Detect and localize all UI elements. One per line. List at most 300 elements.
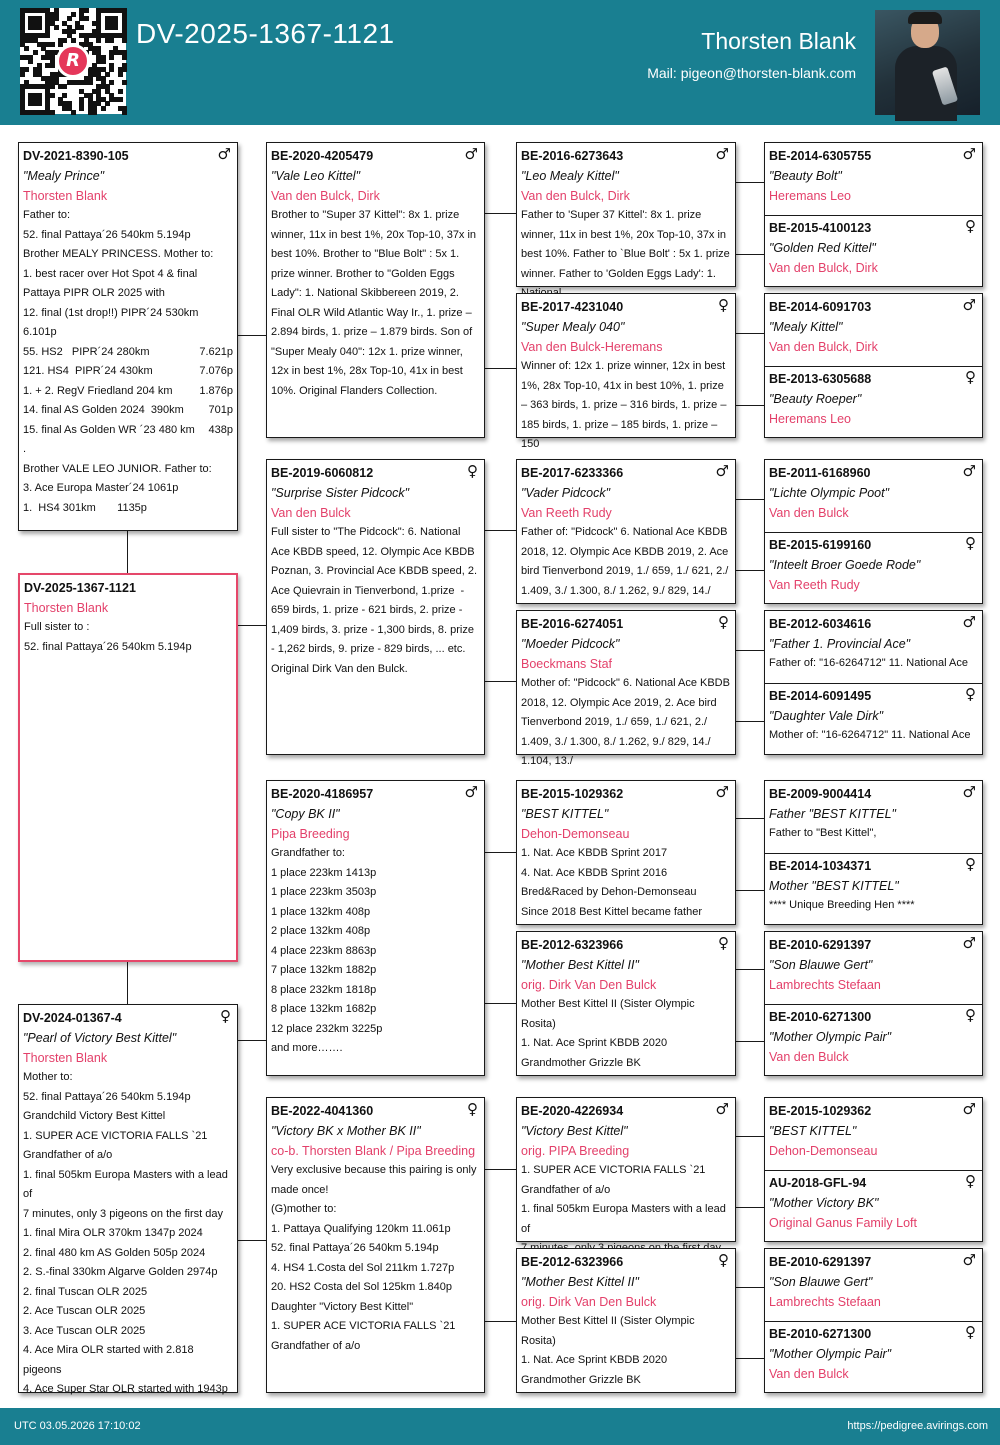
pigeon-card-ffm[interactable] — [516, 293, 736, 450]
result-birds: 701p — [208, 404, 233, 416]
female-icon: ♀ — [718, 1251, 729, 1269]
ring-number: BE-2020-4226934 — [521, 1104, 624, 1118]
male-icon: ♂ — [715, 1100, 729, 1118]
connector-line — [736, 969, 764, 970]
qr-module — [96, 93, 101, 98]
qr-module — [45, 80, 50, 85]
breeder-name: orig. Dirk Van Den Bulck — [521, 978, 657, 992]
qr-module — [50, 59, 55, 64]
ring-number: DV-2024-01367-4 — [23, 1011, 122, 1025]
ring-number: BE-2010-6271300 — [769, 1010, 872, 1024]
male-icon: ♂ — [962, 783, 976, 801]
pigeon-name: "Golden Red Kittel" — [769, 241, 876, 255]
pigeon-name: "Son Blauwe Gert" — [769, 1275, 873, 1289]
qr-module — [45, 93, 50, 98]
qr-module — [105, 8, 110, 13]
qr-module — [71, 38, 76, 43]
achievement-line: made once! — [271, 1183, 329, 1196]
achievement-line: Since 2018 Best Kittel became father — [521, 905, 702, 918]
female-icon: ♀ — [965, 1006, 976, 1024]
ring-number: BE-2012-6323966 — [521, 1255, 624, 1269]
qr-module — [101, 106, 106, 111]
male-icon: ♂ — [715, 145, 729, 163]
qr-module — [41, 46, 46, 51]
pigeon-name: "Surprise Sister Pidcock" — [271, 486, 410, 500]
breeder-name: Van den Bulck, Dirk — [521, 189, 630, 203]
description: Winner of: 12x 1. prize winner, 12x in best 1%, 28x Top-10, 41x in best 10%, 1. prize – 363 birds, 1. prize – 316 birds, 1. prize – 185 birds, 1. prize – 185 birds, 1. prize – 150 — [521, 360, 730, 450]
qr-module — [88, 67, 93, 72]
pigeon-name: "Mother Best Kittel II" — [521, 1275, 639, 1289]
ring-number: DV-2025-1367-1121 — [24, 581, 136, 595]
achievement-line: 1. final Mira OLR 370km 1347p 2024 — [23, 1227, 203, 1239]
achievement-line: . — [23, 443, 27, 455]
male-icon: ♂ — [962, 1100, 976, 1118]
pigeon-card-g5-4[interactable] — [765, 366, 982, 439]
qr-code[interactable] — [20, 8, 126, 114]
connector-line — [736, 1287, 764, 1288]
pigeon-card-fmf[interactable] — [516, 459, 736, 604]
breeder-name: Pipa Breeding — [271, 827, 350, 841]
pigeon-name: "Beauty Roeper" — [769, 392, 862, 406]
ring-number: BE-2020-4205479 — [271, 149, 374, 163]
qr-module — [118, 8, 123, 13]
pedigree-id: DV-2025-1367-1121 — [136, 18, 395, 49]
qr-module — [62, 21, 67, 26]
pigeon-card-mother[interactable] — [18, 1004, 238, 1393]
pigeon-card-g5-6[interactable] — [765, 532, 982, 605]
pigeon-name: "Super Mealy 040" — [521, 320, 625, 334]
qr-module — [62, 106, 67, 111]
pigeon-name: "Mother Victory BK" — [769, 1196, 879, 1210]
female-icon: ♀ — [965, 217, 976, 235]
ring-number: BE-2012-6323966 — [521, 938, 624, 952]
achievement-line: Pattaya PIPR OLR 2025 with — [23, 287, 165, 299]
ring-number: BE-2015-4100123 — [769, 221, 872, 235]
achievement-line: Grandfather of a/o — [271, 1339, 361, 1352]
pigeon-pair-card — [764, 1248, 983, 1393]
achievement-line: 1. best racer over Hot Spot 4 & final — [23, 267, 198, 280]
pigeon-name: "Lichte Olympic Poot" — [769, 486, 890, 500]
pigeon-name: "BEST KITTEL" — [769, 1124, 857, 1138]
breeder-name: Van den Bulck, Dirk — [769, 261, 878, 275]
ring-number: BE-2010-6291397 — [769, 938, 872, 952]
mail-link[interactable]: pigeon@thorsten-blank.com — [680, 65, 856, 81]
qr-module — [45, 50, 50, 55]
ring-number: BE-2010-6271300 — [769, 1327, 872, 1341]
achievement-line: 1. Nat. Ace Sprint KBDB 2020 — [521, 1037, 668, 1049]
qr-module — [122, 63, 127, 68]
connector-line — [736, 721, 764, 722]
pigeon-card-g5-14[interactable] — [765, 1170, 982, 1243]
qr-module — [33, 16, 38, 21]
qr-module — [28, 59, 33, 64]
pigeon-card-g5-10[interactable] — [765, 853, 982, 926]
ring-number: BE-2016-6273643 — [521, 149, 624, 163]
achievements — [23, 1068, 233, 1400]
achievement-line: Mother Best Kittel II (Sister Olympic Rosita) — [521, 998, 698, 1030]
result-row — [23, 362, 233, 382]
female-icon: ♀ — [965, 685, 976, 703]
achievement-line: 20. HS2 Costa del Sol 125km 1.840p — [271, 1281, 453, 1293]
connector-line — [485, 1169, 516, 1170]
description: Father to "Best Kittel", — [769, 827, 877, 839]
pigeon-name: "Beauty Bolt" — [769, 169, 842, 183]
pigeon-card-g5-12[interactable] — [765, 1004, 982, 1077]
qr-module — [79, 89, 84, 94]
connector-line — [736, 499, 764, 500]
achievement-line: 4. Ace Super Star OLR started with 1943p — [23, 1383, 228, 1395]
female-icon: ♀ — [965, 1172, 976, 1190]
ring-number: BE-2019-6060812 — [271, 466, 374, 480]
achievement-line: 4. Ace Mira OLR started with 2.818 pigeons — [23, 1344, 197, 1376]
ring-number: BE-2011-6168960 — [769, 466, 871, 480]
pigeon-card-g5-3[interactable] — [765, 294, 982, 366]
connector-line — [238, 335, 266, 336]
description: Mother of: "Pidcock" 6. National Ace KBDB 2018, 12. Olympic Ace 2019, 2. Ace bird Tienverbond 2019, 1./ 659, 1./ 621, 2./ 1.409, 3./ 1.300, 8./ 1.262, 9./ 829, 14./ 1.104, 13./ — [521, 677, 734, 767]
qr-module — [109, 67, 114, 72]
qr-module — [58, 84, 63, 89]
female-icon: ♀ — [965, 534, 976, 552]
achievement-line: and more……. — [271, 1042, 343, 1054]
achievement-line: 1. final 505km Europa Masters with a lead of — [521, 1203, 729, 1235]
footer-bar — [0, 1408, 1000, 1445]
breeder-name: Heremans Leo — [769, 412, 851, 426]
breeder-name: Van den Bulck — [769, 1367, 849, 1381]
qr-module — [118, 50, 123, 55]
achievement-line: 2 place 132km 408p — [271, 925, 371, 937]
pigeon-card-mfm[interactable] — [516, 931, 736, 1076]
breeder-name: Lambrechts Stefaan — [769, 978, 881, 992]
ring-number: BE-2013-6305688 — [769, 372, 872, 386]
female-icon: ♀ — [220, 1007, 231, 1025]
qr-module — [50, 72, 55, 77]
result-row — [23, 382, 233, 402]
achievement-line: 1. SUPER ACE VICTORIA FALLS `21 — [271, 1320, 456, 1332]
ring-number: BE-2015-6199160 — [769, 538, 872, 552]
ring-number: DV-2021-8390-105 — [23, 149, 129, 163]
male-icon: ♂ — [962, 613, 976, 631]
qr-module — [118, 67, 123, 72]
qr-module — [33, 84, 38, 89]
achievement-line: 2. final Tuscan OLR 2025 — [23, 1285, 148, 1298]
qr-module — [92, 106, 97, 111]
pigeon-name: "Mother Best Kittel II" — [521, 958, 639, 972]
connector-line — [238, 625, 266, 626]
pigeon-name: "Leo Mealy Kittel" — [521, 169, 619, 183]
achievement-line: 1 place 132km 408p — [271, 905, 371, 918]
qr-module — [24, 80, 29, 85]
achievement-line: 7 minutes, only 3 pigeons on the first day — [23, 1207, 223, 1220]
pigeon-card-g5-7[interactable] — [765, 611, 982, 683]
qr-module — [109, 80, 114, 85]
breeder-name: Van den Bulck — [271, 506, 351, 520]
qr-logo-icon: R — [56, 44, 90, 78]
qr-module — [71, 110, 76, 115]
site-link[interactable]: https://pedigree.avirings.com — [847, 1420, 988, 1432]
ring-number: BE-2014-6091495 — [769, 689, 872, 703]
achievement-line: 1 place 223km 1413p — [271, 866, 377, 879]
pigeon-name: "Mealy Kittel" — [769, 320, 843, 334]
connector-line — [485, 530, 516, 531]
male-icon: ♂ — [962, 1251, 976, 1269]
connector-line — [485, 681, 516, 682]
qr-module — [92, 21, 97, 26]
pigeon-card-mmm[interactable] — [516, 1248, 736, 1393]
pigeon-name: "Vale Leo Kittel" — [271, 169, 361, 183]
pigeon-name: "Pearl of Victory Best Kittel" — [23, 1031, 177, 1045]
qr-module — [105, 16, 110, 21]
achievement-line: (G)mother to: — [271, 1203, 337, 1215]
achievement-line: 8 place 132km 1682p — [271, 1003, 377, 1015]
description: Mother of: "16-6264712" 11. National Ace — [769, 729, 971, 741]
description: Full sister to "The Pidcock": 6. National Ace KBDB speed, 12. Olympic Ace KBDB Poznan, 3. Provincial Ace KBDB speed, 2. Ace Quievrain in Tienverbond, 1.prize - 659 birds, 1. prize - 621 birds, 2. prize - 1,409 birds, 3. prize - 1,300 birds, 8. prize - 1,262 birds, 9. prize - 829 birds, ... etc. Original Dirk Van den Bulck. — [271, 526, 480, 675]
connector-line — [736, 1358, 764, 1359]
female-icon: ♀ — [467, 462, 478, 480]
female-icon: ♀ — [718, 296, 729, 314]
connector-line — [736, 890, 764, 891]
qr-module — [20, 21, 25, 26]
achievement-line: 52. final Pattaya´26 540km 5.194p — [23, 228, 191, 241]
pigeon-card-fmm[interactable] — [516, 610, 736, 767]
pigeon-card-subject[interactable] — [18, 573, 238, 962]
pigeon-name: "Vader Pidcock" — [521, 486, 611, 500]
achievement-line: 3. Ace Europa Master´24 1061p — [23, 482, 179, 494]
male-icon: ♂ — [962, 462, 976, 480]
connector-line — [736, 182, 764, 183]
achievement-line: Grandchild Victory Best Kittel — [23, 1110, 166, 1122]
pigeon-card-ff[interactable] — [266, 142, 485, 438]
pigeon-card-g5-13[interactable] — [765, 1098, 982, 1170]
qr-module — [33, 21, 38, 26]
qr-module — [33, 50, 38, 55]
pigeon-card-g5-8[interactable] — [765, 683, 982, 756]
connector-line — [736, 1136, 764, 1137]
qr-module — [20, 8, 25, 13]
achievement-line: 8 place 232km 1818p — [271, 983, 377, 996]
achievement-line: Grandmother Grizzle BK — [521, 1373, 641, 1386]
owner-mail — [647, 65, 856, 81]
ring-number: BE-2012-6034616 — [769, 617, 872, 631]
ring-number: BE-2017-4231040 — [521, 300, 624, 314]
achievement-line: Full sister to : — [24, 621, 90, 633]
achievement-line: 52. final Pattaya´26 540km 5.194p — [271, 1242, 439, 1254]
qr-module — [45, 106, 50, 111]
connector-line — [485, 368, 516, 369]
description: Brother to "Super 37 Kittel": 8x 1. prize winner, 11x in best 1%, 20x Top-10, 37x in best 10%. Brother to "Blue Bolt" : 5x 1. prize winner. Brother to "Golden Eggs Lady": 1. National Skibbereen 2019, 2. Final OLR Wild Atlantic Way Ir., 1. prize – 2.894 birds, 1. prize – 1.879 birds. Son of "Super Mealy 040": 12x 1. prize winner, 12x in best 1%, 28x Top-10, 41x in best 10%. Original Flanders Collection. — [271, 209, 480, 397]
female-icon: ♀ — [965, 368, 976, 386]
achievement-line: 12 place 232km 3225p — [271, 1022, 383, 1035]
pigeon-card-father[interactable] — [18, 142, 238, 531]
connector-line — [127, 531, 128, 573]
owner-name: Thorsten Blank — [701, 28, 856, 54]
breeder-name: Van den Bulck, Dirk — [271, 189, 380, 203]
pigeon-card-g5-11[interactable] — [765, 932, 982, 1004]
pigeon-pair-card — [764, 1097, 983, 1242]
qr-module — [109, 93, 114, 98]
qr-module — [92, 33, 97, 38]
qr-module — [118, 97, 123, 102]
qr-module — [33, 67, 38, 72]
ring-number: BE-2015-1029362 — [521, 787, 624, 801]
result-race: 14. final AS Golden 2024 390km — [23, 404, 184, 416]
breeder-name: orig. Dirk Van Den Bulck — [521, 1295, 657, 1309]
result-birds: 1.876p — [199, 384, 233, 397]
ring-number: AU-2018-GFL-94 — [769, 1176, 867, 1190]
qr-module — [71, 80, 76, 85]
achievement-line: 1. SUPER ACE VICTORIA FALLS `21 — [521, 1164, 706, 1176]
connector-line — [485, 1003, 516, 1004]
pigeon-name: "Victory BK x Mother BK II" — [271, 1124, 421, 1138]
qr-module — [33, 110, 38, 115]
pigeon-name: "Copy BK II" — [271, 807, 340, 821]
qr-module — [79, 80, 84, 85]
result-birds: 7.076p — [199, 365, 233, 377]
achievement-line: 52. final Pattaya´26 540km 5.194p — [24, 640, 192, 653]
ring-number: BE-2009-9004414 — [769, 787, 872, 801]
qr-module — [45, 8, 50, 13]
breeder-name: Dehon-Demonseau — [769, 1144, 878, 1158]
pigeon-name: Father "BEST KITTEL" — [769, 807, 896, 821]
achievement-line: Mother Best Kittel II (Sister Olympic Rosita) — [521, 1315, 698, 1347]
qr-module — [20, 93, 25, 98]
qr-module — [96, 59, 101, 64]
achievement-line: 4. Nat. Ace KBDB Sprint 2016 — [521, 866, 668, 879]
qr-module — [79, 106, 84, 111]
female-icon: ♀ — [467, 1100, 478, 1118]
qr-module — [92, 67, 97, 72]
connector-line — [736, 1207, 764, 1208]
qr-module — [105, 21, 110, 26]
achievement-line: 1. SUPER ACE VICTORIA FALLS `21 — [23, 1129, 208, 1142]
connector-line — [736, 254, 764, 255]
breeder-name: Van den Bulck — [769, 506, 849, 520]
pigeon-name: Mother "BEST KITTEL" — [769, 879, 899, 893]
achievement-line: 2. S.-final 330km Algarve Golden 2974p — [23, 1266, 218, 1278]
result-birds: 7.621p — [199, 345, 233, 358]
pigeon-card-g5-16[interactable] — [765, 1321, 982, 1394]
breeder-name: Thorsten Blank — [23, 1051, 108, 1065]
pigeon-name: "Mealy Prince" — [23, 169, 105, 183]
pigeon-name: "Daughter Vale Dirk" — [769, 709, 884, 723]
pigeon-card-mm[interactable] — [266, 1097, 485, 1393]
male-icon: ♂ — [962, 145, 976, 163]
achievement-line: Grandmother Grizzle BK — [521, 1056, 641, 1069]
qr-module — [113, 46, 118, 51]
qr-module — [122, 80, 127, 85]
ring-number: BE-2014-6305755 — [769, 149, 872, 163]
male-icon: ♂ — [962, 296, 976, 314]
qr-module — [20, 67, 25, 72]
pigeon-pair-card — [764, 610, 983, 755]
breeder-name: Thorsten Blank — [24, 601, 109, 615]
connector-line — [485, 852, 516, 853]
qr-module — [33, 33, 38, 38]
achievement-line: 52. final Pattaya´26 540km 5.194p — [23, 1090, 191, 1103]
connector-line — [485, 213, 516, 214]
qr-module — [33, 93, 38, 98]
pigeon-card-g5-9[interactable] — [765, 781, 982, 853]
pigeon-card-g5-15[interactable] — [765, 1249, 982, 1321]
qr-module — [118, 89, 123, 94]
qr-module — [20, 106, 25, 111]
connector-line — [127, 962, 128, 1004]
qr-module — [75, 21, 80, 26]
pigeon-name: "Victory Best Kittel" — [521, 1124, 628, 1138]
female-icon: ♀ — [718, 613, 729, 631]
breeder-name: co-b. Thorsten Blank / Pipa Breeding — [271, 1144, 476, 1158]
ring-number: BE-2020-4186957 — [271, 787, 374, 801]
male-icon: ♂ — [464, 145, 478, 163]
achievement-line: Very exclusive because this pairing is only — [271, 1164, 477, 1176]
achievement-line: 4 place 223km 8863p — [271, 944, 377, 957]
pigeon-card-fm[interactable] — [266, 459, 485, 755]
ring-number: BE-2022-4041360 — [271, 1104, 374, 1118]
pigeon-card-fff[interactable] — [516, 142, 736, 287]
qr-module — [20, 33, 25, 38]
achievement-line: Brother MEALY PRINCESS. Mother to: — [23, 248, 214, 260]
result-row — [23, 401, 233, 421]
pigeon-pair-card — [764, 459, 983, 604]
timestamp: UTC 03.05.2026 17:10:02 — [14, 1420, 141, 1432]
owner-photo — [875, 10, 980, 115]
qr-module — [28, 16, 33, 21]
ring-number: BE-2015-1029362 — [769, 1104, 872, 1118]
pigeon-name: "Father 1. Provincial Ace" — [769, 637, 911, 651]
qr-module — [105, 33, 110, 38]
achievement-line: Grandfather of a/o — [23, 1149, 113, 1161]
ring-number: BE-2016-6274051 — [521, 617, 624, 631]
female-icon: ♀ — [965, 855, 976, 873]
qr-module — [54, 8, 59, 13]
breeder-name: Dehon-Demonseau — [521, 827, 630, 841]
qr-module — [88, 46, 93, 51]
connector-line — [736, 570, 764, 571]
male-icon: ♂ — [217, 145, 231, 163]
ring-number: BE-2017-6233366 — [521, 466, 624, 480]
qr-module — [20, 55, 25, 60]
pigeon-card-mff[interactable] — [516, 780, 736, 925]
pigeon-card-g5-5[interactable] — [765, 460, 982, 532]
pigeon-card-mf[interactable] — [266, 780, 485, 1076]
pigeon-card-mmf[interactable] — [516, 1097, 736, 1242]
qr-module — [71, 12, 76, 17]
connector-line — [238, 1040, 266, 1041]
male-icon: ♂ — [962, 934, 976, 952]
achievement-line: 1. Pattaya Qualifying 120km 11.061p — [271, 1222, 451, 1235]
breeder-name: Original Ganus Family Loft — [769, 1216, 917, 1230]
male-icon: ♂ — [715, 783, 729, 801]
description: Father of: "16-6264712" 11. National Ace — [769, 657, 969, 669]
breeder-name: Van Reeth Rudy — [769, 578, 860, 592]
pigeon-name: "Mother Olympic Pair" — [769, 1347, 892, 1361]
breeder-name: orig. PIPA Breeding — [521, 1144, 630, 1158]
result-row — [23, 421, 233, 441]
qr-module — [37, 63, 42, 68]
achievement-line: 1 place 223km 3503p — [271, 886, 377, 898]
pigeon-card-g5-2[interactable] — [765, 215, 982, 288]
pigeon-pair-card — [764, 142, 983, 287]
qr-module — [92, 46, 97, 51]
pigeon-card-g5-1[interactable] — [765, 143, 982, 215]
qr-module — [62, 93, 67, 98]
qr-module — [28, 93, 33, 98]
description: **** Unique Breeding Hen **** — [769, 899, 915, 911]
qr-module — [101, 80, 106, 85]
connector-line — [736, 818, 764, 819]
female-icon: ♀ — [965, 1323, 976, 1341]
connector-line — [238, 1240, 266, 1241]
breeder-name: Van Reeth Rudy — [521, 506, 612, 520]
